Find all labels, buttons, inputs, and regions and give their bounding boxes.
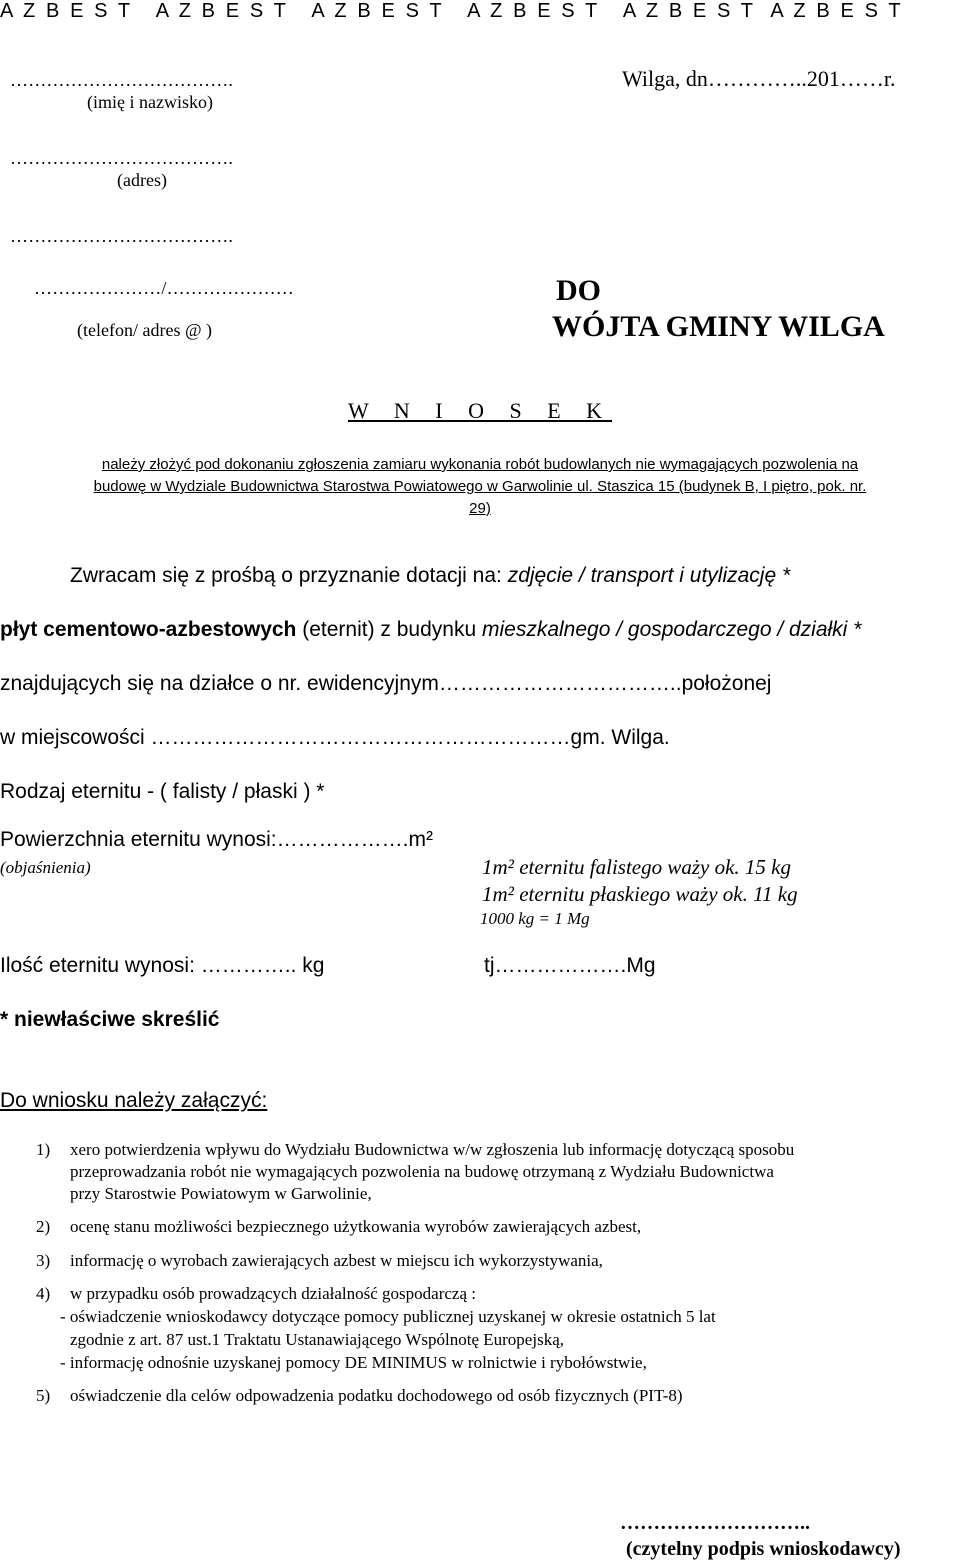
document-title: W N I O S E K bbox=[347, 398, 613, 423]
explanation-conversion: 1000 kg = 1 Mg bbox=[480, 909, 590, 928]
attachment-1-line-2: przeprowadzania robót nie wymagających pozwolenia na budowę otrzymaną z Wydziału Budownictwa bbox=[70, 1162, 774, 1181]
applicant-address-field[interactable]: ………………………………. bbox=[10, 148, 234, 168]
attachment-4-line-1: w przypadku osób prowadzących działalność gospodarczą : bbox=[70, 1284, 476, 1303]
building-options: mieszkalnego / gospodarczego / działki * bbox=[481, 618, 862, 641]
attachment-5-number: 5) bbox=[36, 1386, 51, 1405]
explanation-flat: 1m² eternitu płaskiego waży ok. 11 kg bbox=[482, 882, 798, 906]
eternit-type-line[interactable]: Rodzaj eternitu - ( falisty / płaski ) * bbox=[0, 780, 325, 803]
request-text: Zwracam się z prośbą o przyznanie dotacji na: bbox=[70, 564, 508, 587]
place-date-field[interactable]: Wilga, dn…………..201……r. bbox=[622, 66, 896, 91]
applicant-address2-field[interactable]: ………………………………. bbox=[10, 226, 234, 246]
attachment-5-line-1: oświadczenie dla celów odpowadzenia podatku dochodowego od osób fizycznych (PIT-8) bbox=[70, 1386, 683, 1405]
signature-field[interactable]: ……………………….. bbox=[620, 1512, 810, 1534]
applicant-address-label: (adres) bbox=[117, 170, 167, 190]
intro-line-3: 29) bbox=[469, 500, 491, 517]
area-line[interactable]: Powierzchnia eternitu wynosi:……………….m² bbox=[0, 828, 433, 851]
material-name: płyt cementowo-azbestowych bbox=[0, 618, 297, 641]
attachment-1-line-3: przy Starostwie Powiatowym w Garwolinie, bbox=[70, 1184, 372, 1203]
intro-line-2: budowę w Wydziale Budownictwa Starostwa Powiatowego w Garwolinie ul. Staszica 15 (budynek B, I piętro, pok. nr. bbox=[93, 478, 867, 495]
request-line-2 bbox=[0, 618, 861, 642]
explanation-label: (objaśnienia) bbox=[0, 858, 91, 877]
attachment-4-line-2: - oświadczenie wnioskodawcy dotyczące pomocy publicznej uzyskanej w okresie ostatnich 5 lat bbox=[60, 1307, 716, 1326]
explanation-wavy: 1m² eternitu falistego waży ok. 15 kg bbox=[482, 855, 792, 879]
applicant-name-field[interactable]: ………………………………. bbox=[10, 70, 234, 90]
addressee-name: WÓJTA GMINY WILGA bbox=[552, 310, 885, 343]
attachment-4-line-4: - informację odnośnie uzyskanej pomocy DE MINIMUS w rolnictwie i rybołówstwie, bbox=[60, 1353, 647, 1372]
attachment-2-number: 2) bbox=[36, 1217, 51, 1236]
intro-line-1: należy złożyć pod dokonaniu zgłoszenia zamiaru wykonania robót budowlanych nie wymagających pozwolenia na bbox=[101, 456, 859, 473]
attachment-4-line-3: zgodnie z art. 87 ust.1 Traktatu Ustanawiającego Wspólnotę Europejską, bbox=[70, 1330, 564, 1349]
attachment-1-line-1: xero potwierdzenia wpływu do Wydziału Budownictwa w/w zgłoszenia lub informację dotyczącą sposobu bbox=[70, 1140, 795, 1159]
quantity-mg-line[interactable]: tj……………….Mg bbox=[484, 954, 656, 977]
applicant-name-label: (imię i nazwisko) bbox=[87, 92, 213, 112]
quantity-kg-line[interactable]: Ilość eternitu wynosi: ………….. kg bbox=[0, 954, 325, 977]
plot-number-line[interactable]: znajdujących się na działce o nr. ewidencyjnym……………………………..położonej bbox=[0, 672, 772, 695]
applicant-phone-field[interactable]: …………………/………………… bbox=[34, 278, 295, 298]
attachment-3-line-1: informację o wyrobach zawierających azbest w miejscu ich wykorzystywania, bbox=[70, 1251, 603, 1270]
request-options: zdjęcie / transport i utylizację * bbox=[507, 564, 791, 587]
attachment-3-number: 3) bbox=[36, 1251, 51, 1270]
asbestos-banner: A Z B E S T A Z B E S T A Z B E S T A Z B E S T A Z B E S T A Z B E S T bbox=[0, 0, 904, 22]
attachments-heading: Do wniosku należy załączyć: bbox=[0, 1089, 268, 1112]
addressee-to: DO bbox=[556, 274, 601, 307]
attachment-1-number: 1) bbox=[36, 1140, 51, 1159]
request-line-1 bbox=[70, 564, 790, 588]
material-text: (eternit) z budynku bbox=[296, 618, 482, 641]
attachment-4-number: 4) bbox=[36, 1284, 51, 1303]
attachment-2-line-1: ocenę stanu możliwości bezpiecznego użytkowania wyrobów zawierających azbest, bbox=[70, 1217, 642, 1236]
locality-line[interactable]: w miejscowości ……………………………………………………gm. Wilga. bbox=[0, 726, 670, 749]
strike-note: * niewłaściwe skreślić bbox=[0, 1008, 220, 1031]
signature-label: (czytelny podpis wnioskodawcy) bbox=[626, 1538, 901, 1560]
applicant-phone-label: (telefon/ adres @ ) bbox=[77, 320, 213, 340]
